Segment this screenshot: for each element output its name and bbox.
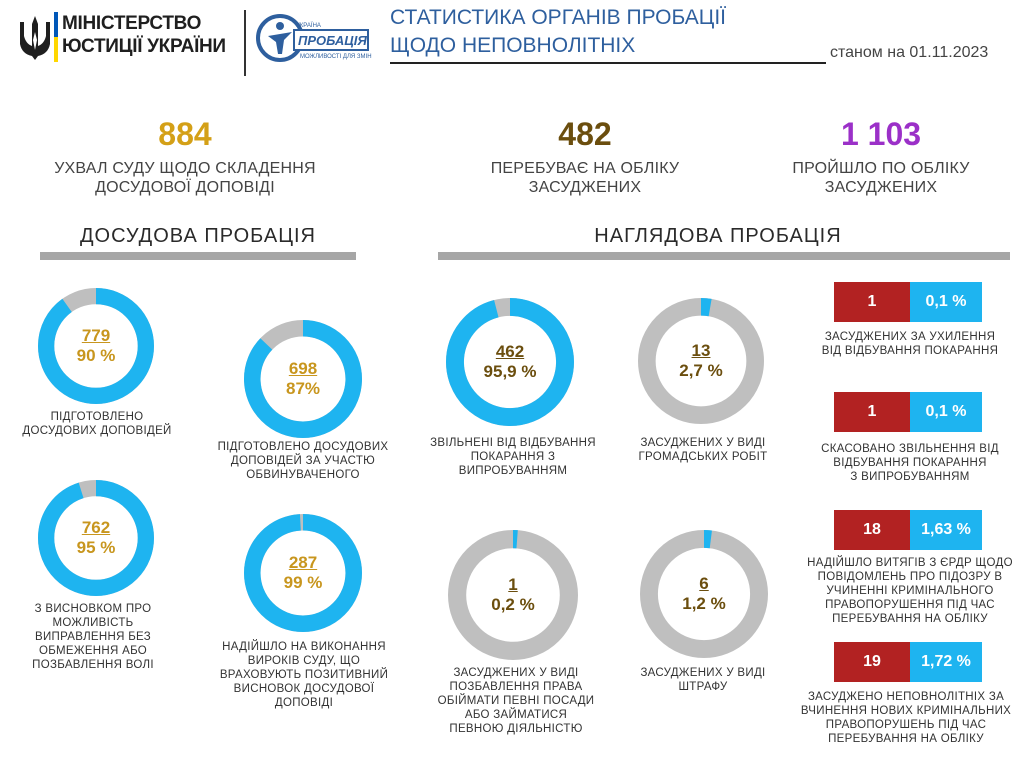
pill-caption-line: ПРАВОПОРУШЕННЯ ПІД ЧАС: [825, 599, 995, 611]
donut-reports-with-accused: [244, 320, 362, 438]
donut-caption-line: ПОКАРАННЯ З: [470, 451, 556, 463]
donut-conclusion-correction: [38, 480, 154, 596]
ministry-name: [62, 12, 226, 58]
donut-community-service: [638, 298, 764, 424]
pill-caption: [806, 442, 1014, 484]
donut-caption-line: ЗАСУДЖЕНИХ У ВИДІ: [640, 437, 766, 449]
donut-caption: [628, 436, 778, 464]
donut-percent: 95 %: [76, 538, 116, 557]
pill-caption-line: ПЕРЕБУВАННЯ НА ОБЛІКУ: [832, 613, 988, 625]
donut-value: 1: [508, 575, 518, 594]
stat-pill-suspicion: [834, 510, 982, 550]
donut-caption-line: ПЕВНОЮ ДІЯЛЬНІСТЮ: [449, 723, 583, 735]
donut-caption: [14, 410, 180, 438]
donut-label: [244, 514, 362, 632]
ukraine-flag-bar: [54, 12, 58, 62]
donut-label: [640, 530, 768, 658]
donut-value: 779: [81, 326, 111, 345]
page-title: [390, 4, 726, 60]
pill-caption-line: УЧИНЕННІ КРИМІНАЛЬНОГО: [826, 585, 994, 597]
donut-caption-line: ПІДГОТОВЛЕНО: [50, 411, 144, 423]
donut-percent: 99 %: [283, 573, 323, 592]
donut-caption: [436, 666, 596, 736]
pill-caption: [796, 690, 1016, 746]
stat-court-rulings: [40, 116, 330, 197]
donut-value: 13: [691, 341, 711, 360]
pill-count: 19: [834, 642, 910, 682]
donut-prepared-reports: [38, 288, 154, 404]
donut-sentences-received: [244, 514, 362, 632]
donut-label: [638, 298, 764, 424]
ministry-line-1: МІНІСТЕРСТВО: [62, 13, 202, 34]
pill-caption-line: ПЕРЕБУВАННЯ НА ОБЛІКУ: [828, 733, 984, 745]
pill-count: 1: [834, 392, 910, 432]
stat-pill-evasion: [834, 282, 982, 322]
pill-percent: 1,63 %: [910, 510, 982, 550]
donut-percent: 2,7 %: [679, 361, 723, 380]
section-bar-supervisory: [438, 252, 1010, 260]
pill-percent: 0,1 %: [910, 282, 982, 322]
pill-caption-line: ВІДБУВАННЯ ПОКАРАННЯ: [833, 457, 987, 469]
stat-caption: ПЕРЕБУВАЄ НА ОБЛІКУ ЗАСУДЖЕНИХ: [490, 160, 680, 196]
donut-caption-line: ЗАСУДЖЕНИХ У ВИДІ: [453, 667, 579, 679]
donut-label: [244, 320, 362, 438]
title-underline: [390, 62, 826, 64]
stat-value: 1 103: [840, 116, 922, 152]
donut-caption-line: ВИРОКІВ СУДУ, ЩО: [247, 655, 361, 667]
donut-caption-line: ВИПРАВЛЕННЯ БЕЗ: [34, 631, 152, 643]
donut-percent: 1,2 %: [682, 594, 726, 613]
donut-caption-line: ОБВИНУВАЧЕНОГО: [246, 469, 360, 481]
pill-caption-line: ВЧИНЕННЯ НОВИХ КРИМІНАЛЬНИХ: [800, 705, 1012, 717]
donut-released-probation: [446, 298, 574, 426]
pill-caption-line: З ВИПРОБУВАННЯМ: [850, 471, 970, 483]
donut-value: 6: [699, 574, 709, 593]
pill-count: 1: [834, 282, 910, 322]
donut-label: [38, 480, 154, 596]
pill-caption-line: ПРАВОПОРУШЕНЬ ПІД ЧАС: [825, 719, 987, 731]
ministry-line-2: ЮСТИЦІЇ УКРАЇНИ: [62, 36, 226, 57]
donut-fine: [640, 530, 768, 658]
report-date: станом на 01.11.2023: [830, 44, 989, 61]
donut-caption-line: ГРОМАДСЬКИХ РОБІТ: [638, 451, 768, 463]
donut-caption-line: ЗВІЛЬНЕНІ ВІД ВІДБУВАННЯ: [430, 437, 596, 449]
donut-caption-line: ДОПОВІДЕЙ ЗА УЧАСТЮ: [230, 455, 376, 467]
donut-caption-line: ПІДГОТОВЛЕНО ДОСУДОВИХ: [217, 441, 389, 453]
section-bar-pretrial: [40, 252, 356, 260]
donut-caption-line: З ВИСНОВКОМ ПРО: [34, 603, 152, 615]
section-title-supervisory: НАГЛЯДОВА ПРОБАЦІЯ: [594, 225, 842, 247]
pill-count: 18: [834, 510, 910, 550]
donut-label: [448, 530, 578, 660]
donut-label: [38, 288, 154, 404]
stat-caption: УХВАЛ СУДУ ЩОДО СКЛАДЕННЯ ДОСУДОВОЇ ДОПОВІДІ: [54, 160, 316, 196]
pill-caption-line: СКАСОВАНО ЗВІЛЬНЕННЯ ВІД: [821, 443, 999, 455]
donut-caption: [430, 436, 596, 478]
donut-caption: [18, 602, 168, 672]
logo-text-top: УКРАЇНА: [296, 23, 321, 29]
donut-percent: 90 %: [76, 346, 116, 365]
pill-caption-line: ВІД ВІДБУВАННЯ ПОКАРАННЯ: [821, 345, 999, 357]
donut-caption-line: ВИПРОБУВАННЯМ: [458, 465, 568, 477]
pill-caption-line: ЗАСУДЖЕНО НЕПОВНОЛІТНІХ ЗА: [807, 691, 1005, 703]
page-title-line-2: ЩОДО НЕПОВНОЛІТНІХ: [390, 34, 636, 57]
donut-percent: 0,2 %: [491, 595, 535, 614]
header-divider: [244, 10, 246, 76]
donut-percent: 87%: [285, 379, 321, 398]
donut-caption-line: ВРАХОВУЮТЬ ПОЗИТИВНИЙ: [219, 669, 389, 681]
donut-caption-line: ЗАСУДЖЕНИХ У ВИДІ: [640, 667, 766, 679]
donut-caption-line: АБО ЗАЙМАТИСЯ: [464, 709, 568, 721]
donut-value: 762: [81, 518, 111, 537]
donut-caption: [208, 440, 398, 482]
donut-caption-line: ДОПОВІДІ: [274, 697, 334, 709]
donut-caption-line: ОБІЙМАТИ ПЕВНІ ПОСАДИ: [437, 695, 595, 707]
donut-percent: 95,9 %: [483, 362, 537, 381]
probation-logo: [254, 10, 374, 66]
pill-caption-line: ЗАСУДЖЕНИХ ЗА УХИЛЕННЯ: [824, 331, 996, 343]
donut-caption-line: ПОЗБАВЛЕННЯ ПРАВА: [449, 681, 583, 693]
logo-text-main: ПРОБАЦІЯ: [298, 33, 367, 48]
logo-text-sub: МОЖЛИВОСТІ ДЛЯ ЗМІН: [300, 54, 372, 60]
donut-caption: [628, 666, 778, 694]
stat-value: 482: [558, 116, 612, 152]
donut-caption-line: ОБМЕЖЕННЯ АБО: [38, 645, 148, 657]
stat-pill-new-crimes: [834, 642, 982, 682]
trident-icon: [18, 14, 52, 62]
stat-registered: [440, 116, 730, 197]
donut-value: 462: [495, 342, 525, 361]
section-title-pretrial: ДОСУДОВА ПРОБАЦІЯ: [79, 225, 316, 247]
donut-deprivation-right: [448, 530, 578, 660]
page-title-line-1: СТАТИСТИКА ОРГАНІВ ПРОБАЦІЇ: [390, 6, 727, 29]
stat-pill-cancelled: [834, 392, 982, 432]
stat-passed: [736, 116, 1024, 197]
donut-caption-line: НАДІЙШЛО НА ВИКОНАННЯ: [222, 641, 386, 653]
donut-value: 287: [288, 553, 318, 572]
donut-caption-line: МОЖЛИВІСТЬ: [52, 617, 134, 629]
donut-caption-line: ПОЗБАВЛЕННЯ ВОЛІ: [32, 659, 154, 671]
donut-value: 698: [288, 359, 318, 378]
pill-caption-line: НАДІЙШЛО ВИТЯГІВ З ЄРДР ЩОДО: [807, 557, 1013, 569]
pill-percent: 0,1 %: [910, 392, 982, 432]
pill-caption-line: ПОВІДОМЛЕНЬ ПРО ПІДОЗРУ В: [817, 571, 1003, 583]
stat-caption: ПРОЙШЛО ПО ОБЛІКУ ЗАСУДЖЕНИХ: [792, 160, 970, 196]
stat-value: 884: [158, 116, 212, 152]
donut-caption-line: ШТРАФУ: [678, 681, 728, 693]
pill-caption: [806, 330, 1014, 358]
donut-caption-line: ВИСНОВОК ДОСУДОВОЇ: [233, 683, 375, 695]
donut-caption: [206, 640, 402, 710]
pill-caption: [800, 556, 1020, 626]
donut-caption-line: ДОСУДОВИХ ДОПОВІДЕЙ: [22, 425, 172, 437]
donut-label: [446, 298, 574, 426]
pill-percent: 1,72 %: [910, 642, 982, 682]
